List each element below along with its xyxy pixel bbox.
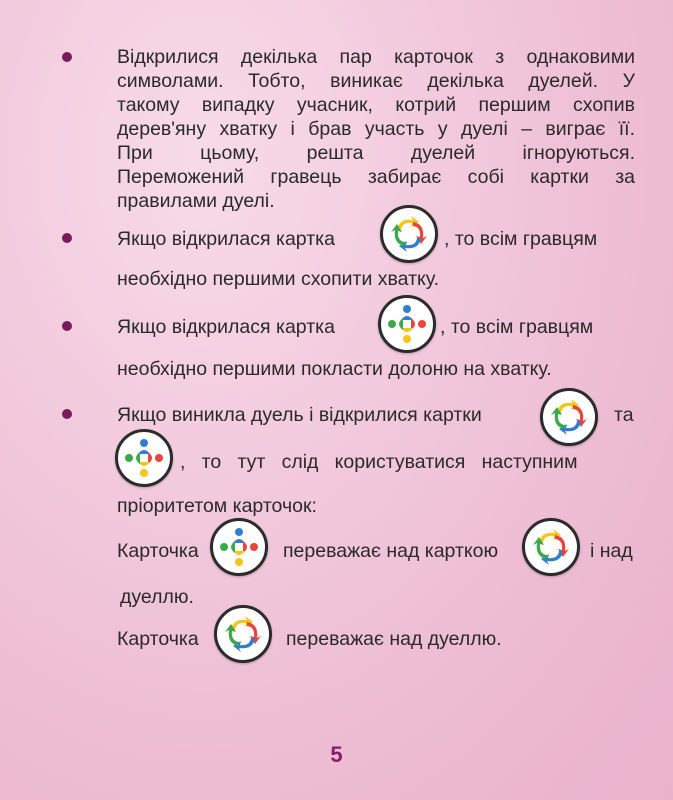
swirl-card-icon [380, 205, 438, 263]
swirl-card-icon [522, 518, 580, 576]
people-circle-icon [213, 521, 265, 573]
para2-line-2: необхідно першими схопити хватку. [117, 268, 439, 290]
para1-line-4: дерев'яну хватку і брав участь у дуелі – виграє її. [117, 118, 635, 140]
swirl-card-icon [540, 388, 598, 446]
para3-text-after: , то всім гравцям [440, 316, 594, 338]
bullet-3 [62, 321, 72, 331]
bullet-2 [62, 233, 72, 243]
bullet-4 [62, 409, 72, 419]
people-card-icon [210, 518, 268, 576]
para1-line-6: Переможений гравець забирає собі картки за [117, 166, 635, 188]
swirl-card-icon [214, 605, 272, 663]
para1-line-3: такому випадку учасник, котрий першим схопив [117, 94, 635, 116]
rule1-start: Карточка [117, 540, 199, 562]
swirl-arrows-icon [383, 208, 435, 260]
swirl-arrows-icon [217, 608, 269, 660]
para2-text-before: Якщо відкрилася картка [117, 228, 335, 250]
swirl-arrows-icon [525, 521, 577, 573]
para1-line-5: При цьому, решта дуелей ігноруються. [117, 142, 635, 164]
swirl-arrows-icon [543, 391, 595, 443]
para4-line-3: пріоритетом карточок: [117, 495, 317, 517]
page-number: 5 [330, 742, 343, 767]
para4-text-before: Якщо виникла дуель і відкрилися картки [117, 404, 482, 426]
para4-and: та [614, 404, 634, 426]
people-circle-icon [381, 298, 433, 350]
para3-text-before: Якщо відкрилася картка [117, 316, 335, 338]
rule2-end: переважає над дуеллю. [286, 628, 502, 650]
rule1-line-2: дуеллю. [120, 586, 194, 608]
rule2-start: Карточка [117, 628, 199, 650]
para1-line-2: символами. Тобто, виникає декілька дуелей. У [117, 70, 635, 92]
bullet-1 [62, 52, 72, 62]
people-circle-icon [118, 432, 170, 484]
rule1-end: і над [590, 540, 633, 562]
para4-line-2: , то тут слід користуватися наступним [180, 451, 578, 473]
people-card-icon [115, 429, 173, 487]
rule1-middle: переважає над карткою [283, 540, 499, 562]
para3-line-2: необхідно першими покласти долоню на хватку. [117, 358, 552, 380]
para1-line-7: правилами дуелі. [117, 190, 275, 212]
para1-line-1: Відкрилися декілька пар карточок з однаковими [117, 46, 635, 68]
people-card-icon [378, 295, 436, 353]
para2-text-after: , то всім гравцям [444, 228, 598, 250]
